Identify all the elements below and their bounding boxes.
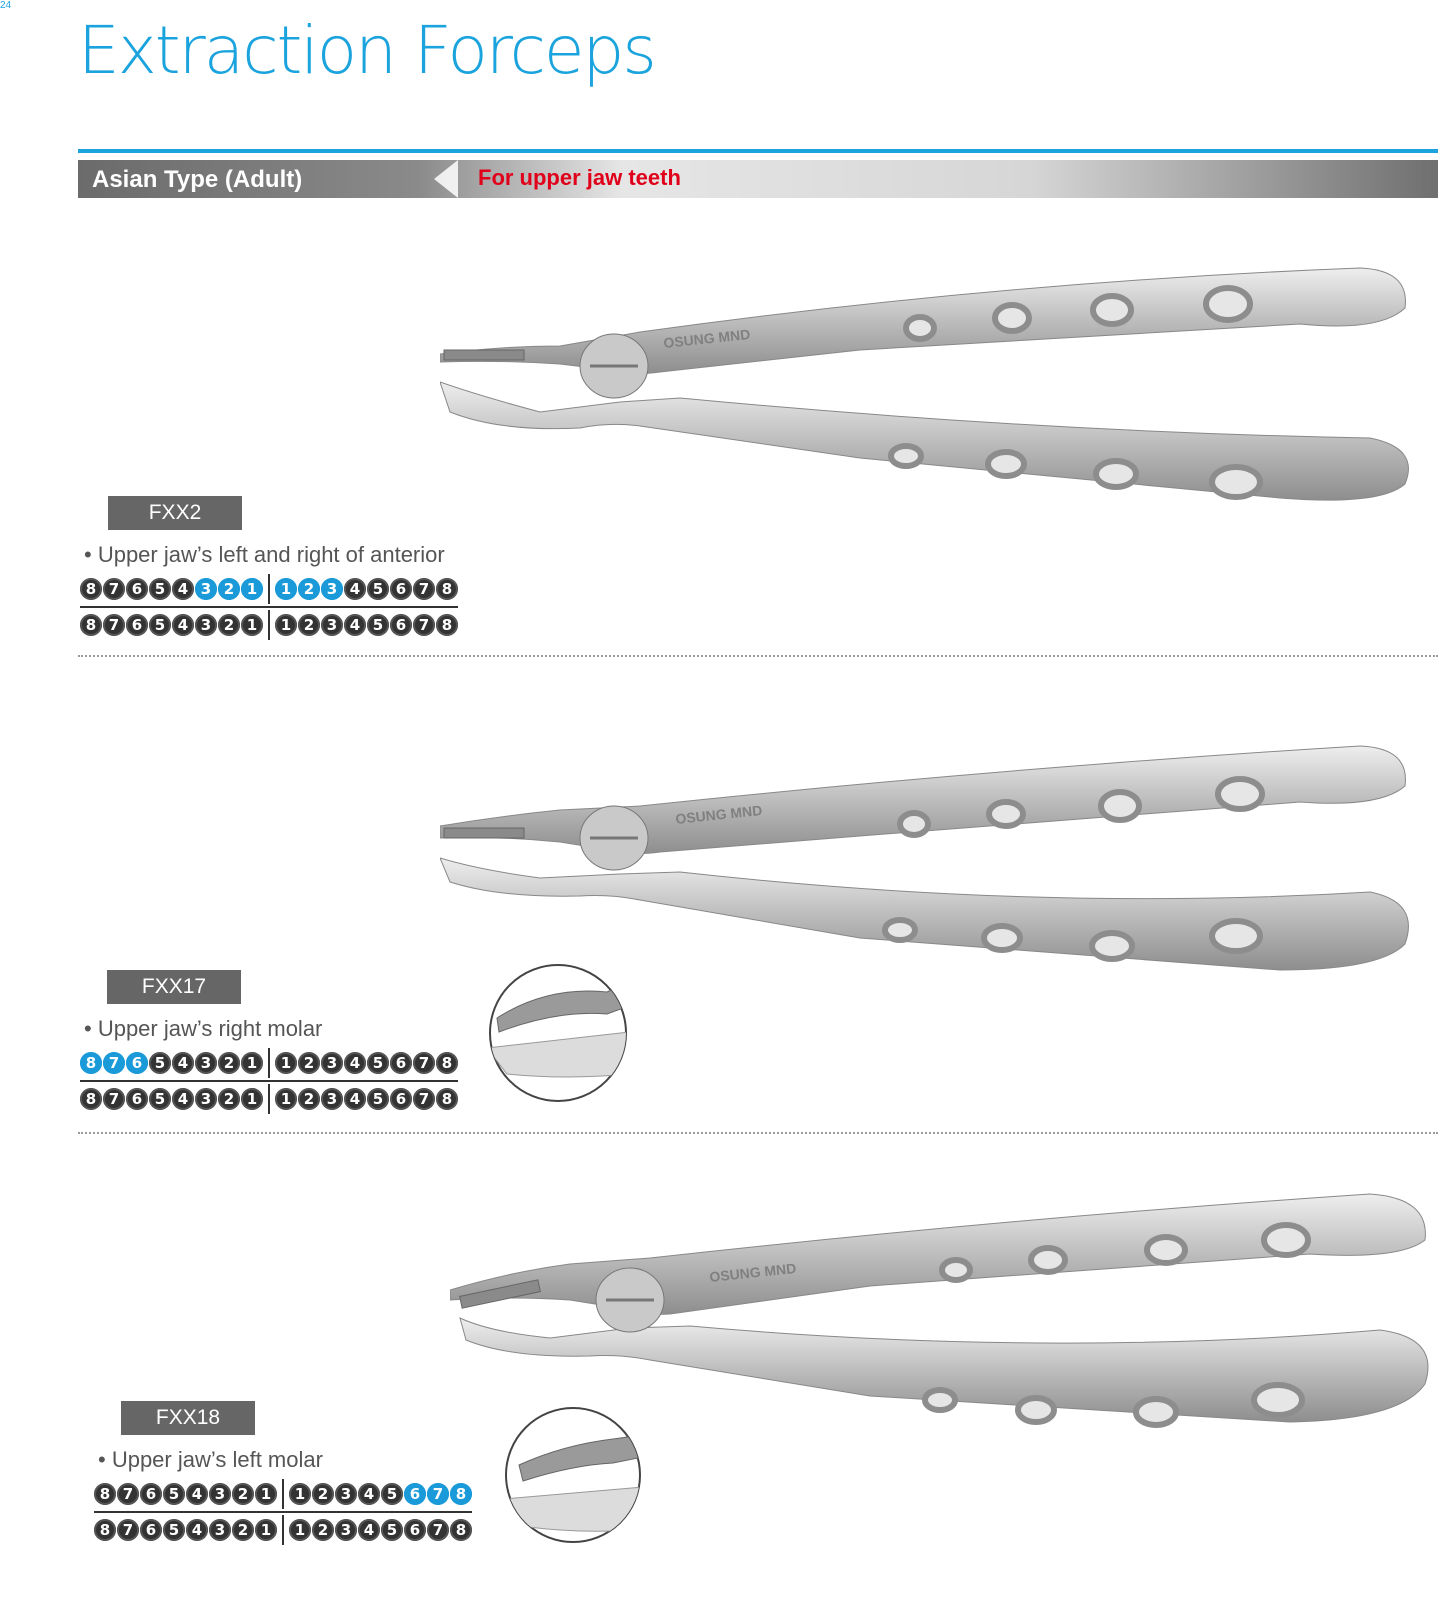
tooth-right-1: 1	[289, 1519, 311, 1541]
tooth-right-6: 6	[404, 1519, 426, 1541]
teeth-left-half	[80, 614, 263, 636]
page-number: 24	[0, 0, 12, 11]
tooth-right-3: 3	[321, 578, 343, 600]
teeth-left-half	[80, 1052, 263, 1074]
tooth-left-1: 1	[241, 1052, 263, 1074]
teeth-right-half	[289, 1483, 472, 1505]
tooth-left-3: 3	[195, 1088, 217, 1110]
tooth-right-5: 5	[381, 1519, 403, 1541]
tooth-left-4: 4	[186, 1519, 208, 1541]
teeth-right-half	[275, 1088, 458, 1110]
teeth-row-upper	[80, 574, 458, 604]
tooth-left-5: 5	[149, 1088, 171, 1110]
tooth-left-4: 4	[172, 578, 194, 600]
forceps-fxx2-image	[440, 262, 1440, 522]
midline-divider	[268, 1084, 270, 1114]
tooth-left-3: 3	[195, 614, 217, 636]
tooth-left-6: 6	[140, 1483, 162, 1505]
midline-divider	[268, 574, 270, 604]
tooth-left-7: 7	[103, 578, 125, 600]
tooth-left-2: 2	[232, 1519, 254, 1541]
tooth-right-5: 5	[381, 1483, 403, 1505]
teeth-row-upper	[80, 1048, 458, 1078]
tooth-right-5: 5	[367, 1052, 389, 1074]
teeth-right-half	[275, 578, 458, 600]
tooth-right-2: 2	[298, 1052, 320, 1074]
product-separator	[78, 1132, 1438, 1134]
tooth-right-7: 7	[427, 1483, 449, 1505]
midline-divider	[282, 1479, 284, 1509]
tooth-left-3: 3	[209, 1519, 231, 1541]
tooth-right-3: 3	[335, 1483, 357, 1505]
teeth-chart-row-separator	[80, 606, 458, 608]
tooth-left-2: 2	[232, 1483, 254, 1505]
tooth-left-1: 1	[241, 1088, 263, 1110]
product-separator	[78, 655, 1438, 657]
tooth-left-8: 8	[80, 578, 102, 600]
tooth-left-5: 5	[149, 614, 171, 636]
tooth-left-5: 5	[163, 1519, 185, 1541]
midline-divider	[268, 1048, 270, 1078]
teeth-left-half	[94, 1519, 277, 1541]
tooth-right-1: 1	[275, 1088, 297, 1110]
tooth-left-8: 8	[80, 614, 102, 636]
tooth-left-8: 8	[94, 1483, 116, 1505]
teeth-left-half	[80, 1088, 263, 1110]
tooth-right-2: 2	[298, 614, 320, 636]
tooth-right-4: 4	[344, 578, 366, 600]
tooth-left-6: 6	[126, 578, 148, 600]
tooth-right-5: 5	[367, 1088, 389, 1110]
tooth-right-6: 6	[390, 1052, 412, 1074]
midline-divider	[268, 610, 270, 640]
tooth-right-6: 6	[390, 578, 412, 600]
product-description: • Upper jaw’s left and right of anterior	[84, 542, 445, 567]
tooth-left-4: 4	[172, 1088, 194, 1110]
tooth-left-6: 6	[126, 1052, 148, 1074]
tooth-left-4: 4	[186, 1483, 208, 1505]
tip-detail-circle-fxx17	[487, 962, 629, 1104]
tooth-right-1: 1	[289, 1483, 311, 1505]
section-header-bar	[78, 160, 1438, 198]
teeth-right-half	[275, 1052, 458, 1074]
tooth-right-8: 8	[436, 1052, 458, 1074]
tooth-right-4: 4	[344, 1088, 366, 1110]
tooth-left-3: 3	[195, 578, 217, 600]
tooth-right-3: 3	[321, 1088, 343, 1110]
tooth-right-7: 7	[413, 578, 435, 600]
teeth-right-half	[289, 1519, 472, 1541]
product-description: • Upper jaw’s left molar	[98, 1447, 323, 1472]
tooth-right-4: 4	[344, 614, 366, 636]
tooth-right-4: 4	[344, 1052, 366, 1074]
tooth-left-6: 6	[126, 1088, 148, 1110]
tooth-right-6: 6	[390, 614, 412, 636]
tooth-right-8: 8	[436, 1088, 458, 1110]
tooth-right-3: 3	[321, 1052, 343, 1074]
tooth-left-6: 6	[126, 614, 148, 636]
brand-engraving: OSUNG MND	[708, 1259, 797, 1285]
tooth-right-1: 1	[275, 614, 297, 636]
tooth-right-5: 5	[367, 614, 389, 636]
tooth-right-8: 8	[436, 578, 458, 600]
forceps-fxx17-image	[440, 738, 1440, 1000]
tooth-left-7: 7	[117, 1483, 139, 1505]
tooth-left-7: 7	[103, 1088, 125, 1110]
section-accent-rule	[78, 149, 1438, 153]
tip-detail-circle-fxx18	[503, 1405, 643, 1545]
tooth-right-6: 6	[404, 1483, 426, 1505]
tooth-right-8: 8	[450, 1483, 472, 1505]
teeth-chart-row-separator	[80, 1080, 458, 1082]
tooth-right-2: 2	[312, 1519, 334, 1541]
brand-engraving: OSUNG MND	[674, 801, 763, 827]
tooth-left-2: 2	[218, 1088, 240, 1110]
tooth-right-7: 7	[413, 1088, 435, 1110]
tooth-left-1: 1	[255, 1483, 277, 1505]
tooth-right-2: 2	[312, 1483, 334, 1505]
tooth-left-8: 8	[80, 1088, 102, 1110]
teeth-chart	[80, 574, 458, 640]
tooth-left-4: 4	[172, 1052, 194, 1074]
tooth-right-7: 7	[413, 614, 435, 636]
teeth-row-lower	[80, 610, 458, 640]
midline-divider	[282, 1515, 284, 1545]
teeth-chart-row-separator	[94, 1511, 472, 1513]
tooth-right-1: 1	[275, 578, 297, 600]
tooth-left-2: 2	[218, 614, 240, 636]
tooth-left-4: 4	[172, 614, 194, 636]
section-arrow-shape	[434, 160, 458, 198]
tooth-left-2: 2	[218, 578, 240, 600]
brand-engraving: OSUNG MND	[662, 325, 751, 351]
tooth-left-3: 3	[209, 1483, 231, 1505]
teeth-right-half	[275, 614, 458, 636]
tooth-right-6: 6	[390, 1088, 412, 1110]
tooth-right-3: 3	[335, 1519, 357, 1541]
tooth-left-8: 8	[80, 1052, 102, 1074]
tooth-left-8: 8	[94, 1519, 116, 1541]
tooth-right-7: 7	[427, 1519, 449, 1541]
product-code-badge: FXX18	[121, 1401, 255, 1435]
tooth-right-1: 1	[275, 1052, 297, 1074]
teeth-chart	[94, 1479, 472, 1545]
tooth-left-7: 7	[103, 1052, 125, 1074]
tooth-right-4: 4	[358, 1483, 380, 1505]
tooth-right-2: 2	[298, 578, 320, 600]
tooth-right-3: 3	[321, 614, 343, 636]
tooth-left-7: 7	[117, 1519, 139, 1541]
section-subtitle: For upper jaw teeth	[478, 165, 681, 190]
tooth-left-1: 1	[241, 578, 263, 600]
teeth-left-half	[80, 578, 263, 600]
page-title: Extraction Forceps	[78, 12, 655, 89]
product-description: • Upper jaw’s right molar	[84, 1016, 323, 1041]
teeth-row-upper	[94, 1479, 472, 1509]
tooth-right-7: 7	[413, 1052, 435, 1074]
tooth-left-5: 5	[149, 1052, 171, 1074]
product-code-badge: FXX2	[108, 496, 242, 530]
tooth-left-1: 1	[255, 1519, 277, 1541]
teeth-row-lower	[80, 1084, 458, 1114]
tooth-right-5: 5	[367, 578, 389, 600]
tooth-left-3: 3	[195, 1052, 217, 1074]
tooth-left-5: 5	[149, 578, 171, 600]
teeth-chart	[80, 1048, 458, 1114]
tooth-right-4: 4	[358, 1519, 380, 1541]
tooth-left-1: 1	[241, 614, 263, 636]
tooth-left-5: 5	[163, 1483, 185, 1505]
tooth-right-8: 8	[436, 614, 458, 636]
teeth-left-half	[94, 1483, 277, 1505]
tooth-left-6: 6	[140, 1519, 162, 1541]
tooth-left-2: 2	[218, 1052, 240, 1074]
section-label: Asian Type (Adult)	[92, 166, 303, 193]
teeth-row-lower	[94, 1515, 472, 1545]
tooth-right-2: 2	[298, 1088, 320, 1110]
tooth-left-7: 7	[103, 614, 125, 636]
tooth-right-8: 8	[450, 1519, 472, 1541]
product-code-badge: FXX17	[107, 970, 241, 1004]
